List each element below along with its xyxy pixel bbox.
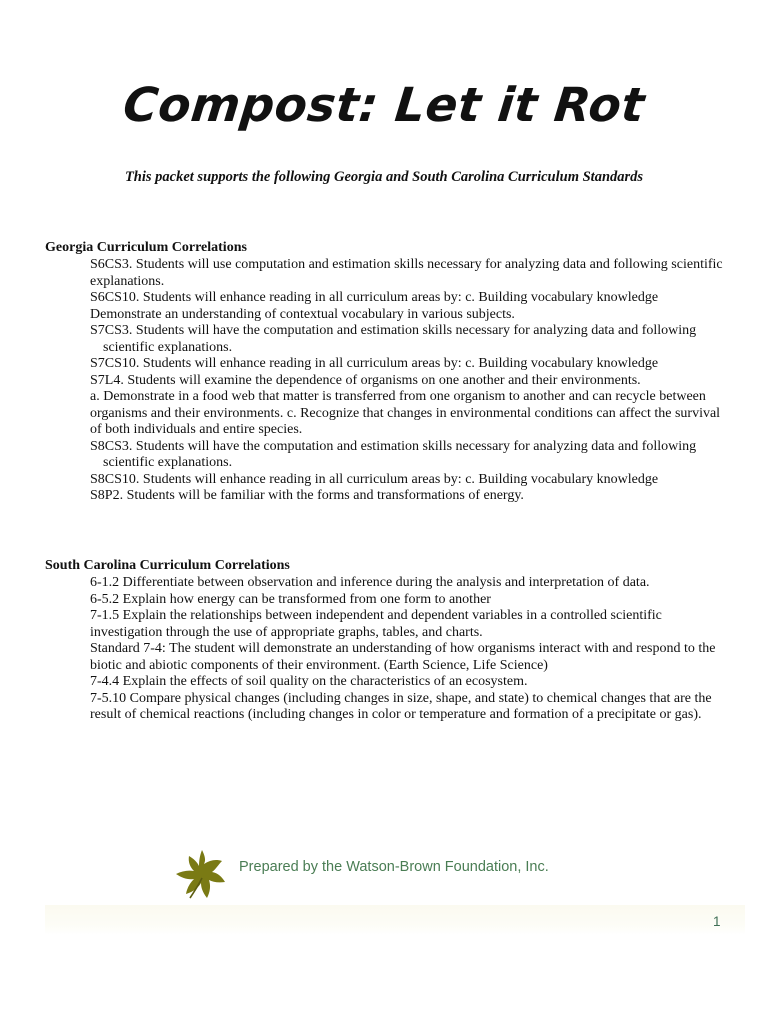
sc-item-7-1-5: 7-1.5 Explain the relationships between independent and dependent variables in a controlled scientific investigation through the use of appropriate graphs, tables, and charts.: [90, 608, 662, 640]
georgia-item-s7l4: S7L4. Students will examine the dependence of organisms on one another and their environments.: [90, 372, 641, 388]
georgia-item-s6cs3: S6CS3. Students will use computation and estimation skills necessary for analyzing data and following scientific explanations.: [90, 257, 723, 289]
georgia-item-s8cs3: S8CS3. Students will have the computation and estimation skills necessary for analyzing data and following: [90, 438, 697, 454]
georgia-item-s8p2: S8P2. Students will be familiar with the forms and transformations of energy.: [90, 488, 524, 503]
sc-item-6-5-2: 6-5.2 Explain how energy can be transformed from one form to another: [90, 591, 491, 607]
sc-item-standard-7-4: Standard 7-4: The student will demonstrate an understanding of how organisms interact with and respond to the biotic and abiotic components of their environment. (Earth Science, Life Science): [90, 641, 716, 673]
georgia-item-s7cs3: S7CS3. Students will have the computation and estimation skills necessary for analyzing data and following: [90, 323, 697, 338]
georgia-item-s8cs3-cont: scientific explanations.: [103, 455, 233, 470]
sc-item-6-1-2: 6-1.2 Differentiate between observation and inference during the analysis and interpretation of data.: [90, 575, 650, 590]
georgia-list: [90, 257, 730, 505]
georgia-heading: Georgia Curriculum Correlations: [45, 240, 247, 255]
georgia-item-s7cs3-cont: scientific explanations.: [103, 339, 233, 355]
georgia-item-s8cs10: S8CS10. Students will enhance reading in all curriculum areas by: c. Building vocabulary knowledge: [90, 471, 659, 487]
page-subtitle: This packet supports the following Georgia and South Carolina Curriculum Standards: [124, 169, 644, 185]
sc-item-7-4-4: 7-4.4 Explain the effects of soil quality on the characteristics of an ecosystem.: [90, 674, 528, 689]
leaf-icon: [172, 848, 228, 900]
page-number: 1: [713, 914, 721, 929]
georgia-item-s7cs10: S7CS10. Students will enhance reading in all curriculum areas by: c. Building vocabulary knowledge: [90, 356, 659, 371]
sc-item-7-5-10: 7-5.10 Compare physical changes (including changes in size, shape, and state) to chemical changes that are the result of chemical reactions (including changes in color or temperature and formation of a precipitate or gas).: [90, 690, 712, 722]
georgia-item-s6cs10: S6CS10. Students will enhance reading in all curriculum areas by: c. Building vocabulary knowledge: [90, 290, 659, 305]
prepared-by-text: Prepared by the Watson-Brown Foundation, Inc.: [239, 859, 549, 875]
south-carolina-list: [90, 575, 730, 724]
footer-band: [45, 905, 745, 935]
georgia-item-s7l4-detail: a. Demonstrate in a food web that matter is transferred from one organism to another and can recycle between organisms and their environments. c. Recognize that changes in environmental conditions can affect the survival of both individuals and entire species.: [90, 389, 721, 437]
page-title: Compost: Let it Rot: [120, 78, 648, 133]
south-carolina-heading: South Carolina Curriculum Correlations: [45, 558, 290, 573]
georgia-item-s6cs10-detail: Demonstrate an understanding of contextual vocabulary in various subjects.: [90, 306, 515, 322]
